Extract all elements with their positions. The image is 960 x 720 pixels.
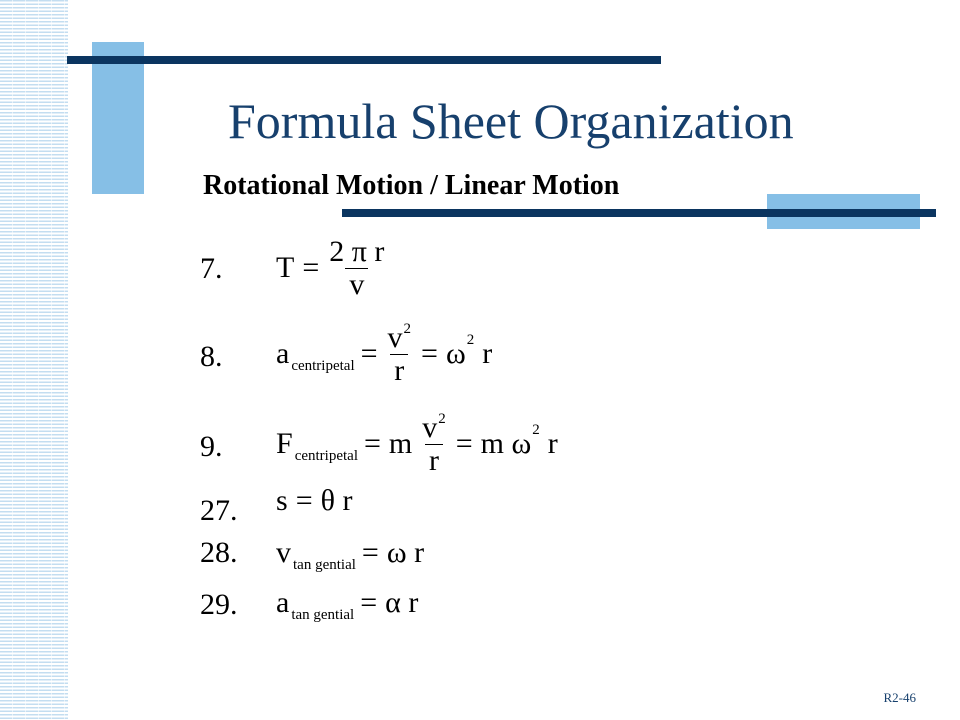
formula-expression — [276, 322, 492, 386]
formula-rhs: ω — [445, 337, 466, 370]
fraction — [418, 412, 450, 476]
formula-lhs: a — [276, 337, 290, 370]
formula-29 — [200, 586, 760, 646]
formula-lhs: s — [276, 484, 288, 517]
formula-number: 27. — [200, 494, 238, 527]
formula-lhs: F — [276, 427, 293, 460]
formula-expression — [276, 236, 394, 300]
fraction-numerator: 2 π r — [329, 235, 385, 268]
formula-lhs: v — [276, 536, 291, 569]
equals-sign: = — [455, 427, 473, 460]
formula-rhs: α r — [385, 586, 419, 619]
formula-subscript: centripetal — [294, 447, 358, 464]
formula-27 — [200, 484, 760, 544]
formula-lhs: T — [276, 251, 295, 284]
formula-number: 7. — [200, 252, 223, 285]
formula-rhs: m ω — [480, 427, 532, 460]
decorative-stripe-column — [0, 0, 68, 720]
fraction-numerator: $v^2$ — [387, 321, 412, 354]
decorative-block-left — [92, 42, 144, 194]
formula-expression — [276, 412, 558, 476]
formula-exponent: 2 — [532, 421, 540, 438]
formula-number: 29. — [200, 588, 238, 621]
fraction-denominator: v — [345, 268, 368, 301]
formula-expression — [276, 586, 419, 623]
fraction-numerator: $v^2$ — [422, 411, 446, 444]
formula-exponent: 2 — [466, 331, 475, 348]
formula-rhs-tail: r — [482, 337, 493, 370]
formula-number: 9. — [200, 430, 223, 463]
formula-subscript: centripetal — [291, 357, 355, 374]
fraction-denominator: r — [425, 444, 443, 477]
formula-rhs: θ r — [320, 484, 353, 517]
formula-expression — [276, 484, 352, 518]
equals-sign: = — [360, 586, 378, 619]
formula-7 — [200, 235, 760, 301]
formula-expression — [276, 536, 425, 573]
formula-9 — [200, 411, 760, 477]
equals-sign: = — [295, 484, 313, 517]
equals-sign: = — [302, 251, 320, 284]
decorative-bar-top — [67, 56, 661, 64]
equals-sign: = — [360, 337, 378, 370]
fraction — [384, 322, 416, 386]
fraction — [325, 236, 388, 300]
slide-title: Formula Sheet Organization — [228, 93, 794, 149]
formula-rhs-tail: r — [547, 427, 558, 460]
formula-lhs: a — [276, 586, 290, 619]
equals-sign: = — [421, 337, 438, 370]
decorative-bar-middle — [342, 209, 936, 217]
formula-subscript: tan gential — [291, 606, 355, 623]
equals-sign: = — [361, 536, 379, 569]
formula-number: 28. — [200, 536, 238, 569]
section-subtitle: Rotational Motion / Linear Motion — [203, 170, 620, 201]
formula-subscript: tan gential — [293, 556, 356, 573]
formula-rhs: ω r — [386, 536, 425, 569]
formula-coefficient: m — [388, 427, 413, 460]
equals-sign: = — [363, 427, 381, 460]
formula-number: 8. — [200, 340, 223, 373]
formula-8 — [200, 321, 760, 387]
fraction-denominator: r — [390, 354, 408, 387]
slide-number: R2-46 — [883, 690, 916, 705]
